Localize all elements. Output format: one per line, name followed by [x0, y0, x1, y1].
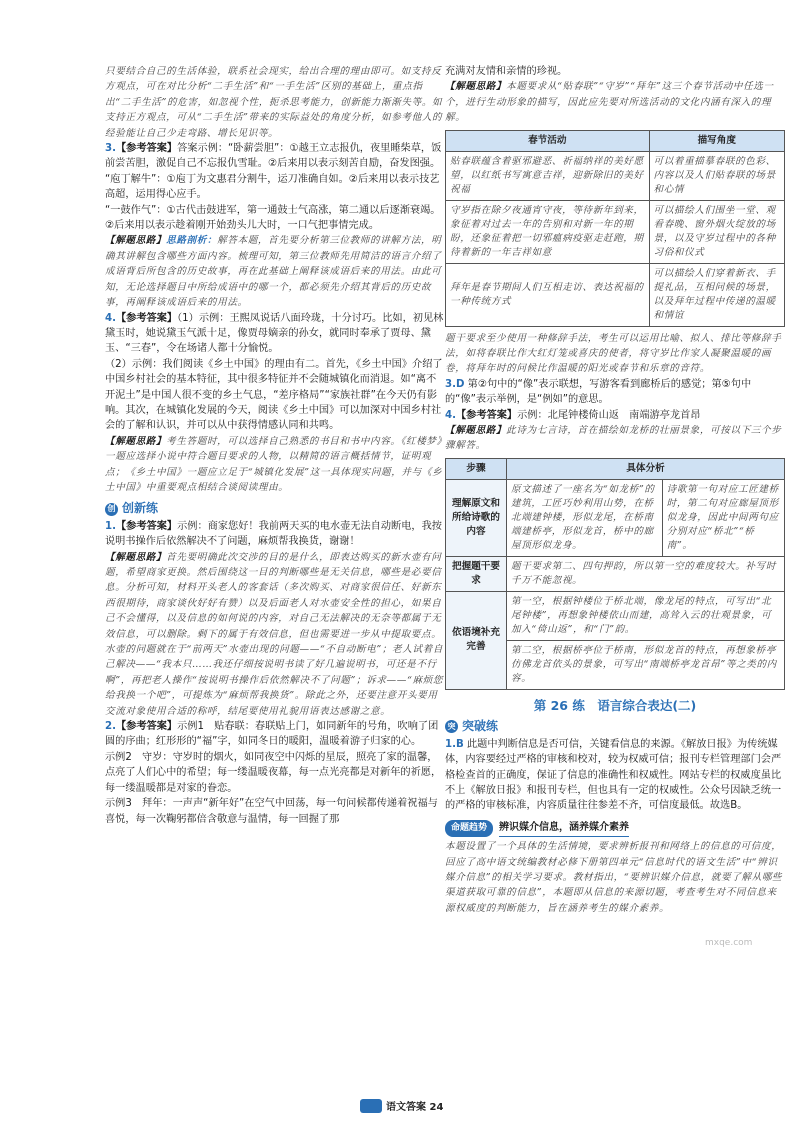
q3-tip-head: 【解题思路】: [105, 235, 167, 247]
s1-number: 1.B: [445, 738, 464, 750]
r-q4-answer-body: 示例：北尾钟楼倚山返 南端游亭龙首昂: [517, 409, 701, 421]
c2-answer: [105, 719, 445, 750]
c2-answer-head: 【参考答案】: [115, 721, 178, 733]
q4-answer-body: （1）示例：王熙凤说话八面玲珑，十分讨巧。比如，初见林黛玉时，她说黛玉气派十足，像贾母嫡亲的孙女，就同时奉承了贾母、黛玉、“三春”，令在场诸人都十分愉悦。: [105, 312, 444, 355]
innovation-section-header: [105, 501, 445, 516]
innovation-section-title: 创新练: [122, 501, 159, 516]
step-label: 理解原文和所给诗歌的内容: [446, 479, 507, 556]
c2-example-2: 示例2 守岁：守岁时的烟火，如同夜空中闪烁的星辰，照亮了家的温馨，点亮了人们心中的希望；每一缕温暖夜幕，每一点光亮都是对新年的祈愿，每一缕温暖都是对家的眷恋。: [105, 751, 442, 794]
table-cell: 第二空，根据桥亭位于桥南，形似龙首的特点，再想象桥亭仿佛龙首依头的景象，可写出“南端桥亭龙首昂”等之类的内容。: [507, 640, 785, 689]
table-row: [446, 556, 785, 591]
c1-tip-body: 首先要明确此次交涉的目的是什么，即表达购买的新水壶有问题，希望商家更换。然后围绕这一目的判断哪些是无关信息，哪些是必要信息。分析可知，材料开头老人的客套话（多次购买、对商家很信任、好新东西很期待，商家谈伙好好有赞）以及后面老人对水壶安全性的担心，如果自己不会懂得，以及信息的如何说的内容，对自己无法解决的无奈等都属于无效信息，可以删除。剩下的属于有效信息，但也需要进一步从中提取要点。水壶的问题就在于“前两天”水壶出现的问题——“不自动断电”；老人试着自己解决——“我本只……我还仔细按说明书读了好几遍说明书，可还是不行啊”，再把老人操作“按说明书操作后依然解决不了问题”；诉求——“麻烦您给我换一个吧”，可提炼为“麻烦帮我换货”。除此之外，还要注意开头要用交流对象使用合适的称呼，结尾要使用礼貌用语表达感谢之意。: [105, 551, 444, 717]
q3-answer-head: 【参考答案】: [115, 143, 178, 155]
innovation-icon: 创: [105, 503, 118, 516]
page-footer: [360, 1098, 443, 1113]
trend-body: 本题设置了一个具体的生活情境，要求辨析报刊和网络上的信息的可信度，回应了高中语文统编教材必修下册第四单元“信息时代的语文生活”中“辨识媒介信息”的相关学习要求。教材指出，“要辨识媒介信息，就要了解从哪些渠道获取可靠的信息”，本题即从信息的来源切题，考查考生对不同信息来源权威度的判断能力，旨在涵养考生的媒介素养。: [445, 841, 783, 914]
table-cell: 可以着重描摹春联的色彩、内容以及人们贴春联的场景和心情: [649, 151, 785, 200]
r-q4-answer-head: 【参考答案】: [455, 409, 518, 421]
c1-answer-head: 【参考答案】: [115, 520, 178, 532]
publisher-logo-icon: [360, 1099, 382, 1113]
table-row: [446, 263, 785, 326]
c2-number: 2.: [105, 721, 116, 733]
c1-tip: [105, 550, 445, 719]
table-row: [446, 200, 785, 263]
table-row: [446, 151, 785, 200]
q3-answer-body: 答案示例：“卧薪尝胆”：①越王立志报仇，夜里睡柴草，饭前尝苦胆，激促自己不忘报仇雪耻。②后来用以表示刻苦自励，奋发图强。: [105, 143, 442, 170]
c1-number: 1.: [105, 520, 116, 532]
steps-table-header: [446, 458, 785, 479]
left-paragraph-1: 只要结合自己的生活体验，联系社会现实，给出合理的理由即可。如支持反方观点，可在对比分析“二手生活”和“一手生活”区别的基础上，重点指出“二手生活”的危害，如忽视个性，扼杀思考能力，创新能力渐渐失等。如支持正方观点，可从“二手生活”带来的实际益处的角度分析，如参考他人的经验能让自己少走弯路、增长见识等。: [105, 66, 443, 139]
table-cell: 拜年是春节期间人们互相走访、表达祝福的一种传统方式: [446, 263, 650, 326]
table-cell: 贴春联蕴含着驱邪避恶、祈福纳祥的美好愿望，以红纸书写寓意吉祥，迎新除旧的美好祝福: [446, 151, 650, 200]
s1-answer: [445, 737, 785, 814]
right-paragraph-2: 题干要求至少使用一种修辞手法，考生可以运用比喻、拟人、排比等修辞手法，如将春联比作大红灯笼或喜庆的使者，将守岁比作家人凝聚温暖的画卷，将拜年时的问候比作温暖的阳光或春节和乐章的音符。: [445, 332, 782, 375]
trend-tag: [445, 820, 785, 837]
r-q3-answer: [445, 377, 785, 408]
table-cell: 题干要求第二、四句押韵，所以第一空的难度较大。补写时千万不能忽视。: [507, 556, 785, 591]
festival-table-header: [446, 130, 785, 151]
c1-answer: [105, 519, 445, 550]
steps-table: [445, 458, 785, 690]
steps-header-step: 步骤: [446, 458, 507, 479]
q4-tip-head: 【解题思路】: [105, 435, 167, 447]
table-cell: 可以描绘人们穿着新衣、手提礼品，互相问候的场景，以及拜年过程中传递的温暖和情谊: [649, 263, 785, 326]
festival-header-angle: 描写角度: [649, 130, 785, 151]
festival-table: [445, 130, 785, 327]
r-q4-tip: [445, 423, 785, 454]
step-label: 把握题干要求: [446, 556, 507, 591]
q3-answer: [105, 141, 445, 172]
festival-header-activity: 春节活动: [446, 130, 650, 151]
q4-tip-body: 考生答题时，可以选择自己熟悉的书目和书中内容。《红楼梦》一题应选择小说中符合题目要求的人物，以精简的语言概括情节，证明观点；《乡土中国》一题应立足于“城镇化发展”这一具体现实问题，并与《乡土中国》中重要观点相结合谈阅读理由。: [105, 435, 443, 493]
q4-tip: [105, 434, 445, 496]
steps-header-analysis: 具体分析: [507, 458, 785, 479]
step-label: 依语境补充完善: [446, 591, 507, 689]
q4-item-2: （2）示例：我们阅读《乡土中国》的理由有二。首先，《乡土中国》介绍了中国乡村社会的基本特征，其中很多特征并不会随城镇化而消退。如“离不开泥土”是中国人很不变的乡土气息，“差序格局”“家族社群”在今天仍有影响。其次，在城镇化发展的今天，阅读《乡土中国》可以加深对中国乡村社会的了解和认识，并可以从中获得情感认同和共鸣。: [105, 358, 443, 432]
right-tip-head: 【解题思路】: [445, 81, 507, 93]
right-paragraph-1: 充满对友情和亲情的珍视。: [445, 66, 568, 77]
q4-number: 4.: [105, 312, 116, 324]
trend-tag-title: 辨识媒介信息，涵养媒介素养: [499, 820, 629, 836]
left-column: [105, 64, 445, 827]
r-q4-number: 4.: [445, 409, 456, 421]
s1-body: 此题中判断信息是否可信，关键看信息的来源。《解放日报》为传统媒体，内容要经过严格的审核和校对，较为权威可信；报刊专栏管理部门会严格检查首的正确度，保证了信息的准确性和权威性。网站专栏的权威度虽比不上《解放日报》和报刊专栏，但也具有一定的权威性。公众号因缺乏统一的严格的审核标准，内容质量往往参差不齐，可信度最低。故选B。: [445, 738, 782, 812]
r-q4-answer: [445, 408, 785, 423]
q3-tip-body: 解答本题，首先要分析第三位教师的讲解方法，明确其讲解包含哪些方面内容。梳理可知，第三位教师先用简洁的语言介绍了成语背后所包含的历史故事，再在此基础上阐释该成语后来的用法。由此可知，无论选择题目中所给成语中的哪一个，都必须先介绍其背后的历史故事，再阐释该成语后来的用法。: [105, 235, 442, 309]
c1-tip-head: 【解题思路】: [105, 551, 167, 563]
q3-item-3: “一鼓作气”：①古代击鼓进军，第一通鼓士气高涨，第二通以后逐渐衰竭。②后来用以表示趁着刚开始劲头儿大时，一口气把事情完成。: [105, 204, 441, 232]
q3-tip-label: 思路剖析：: [166, 235, 218, 247]
table-row: [446, 479, 785, 556]
watermark: mxqe.com: [705, 938, 753, 948]
q3-number: 3.: [105, 143, 116, 155]
breakthrough-section-header: [445, 719, 785, 734]
r-q3-body: 第②句中的“像”表示联想，写游客看到廊桥后的感觉；第⑤句中的“像”表示举例，是“例如”的意思。: [445, 378, 752, 406]
breakthrough-icon: 突: [445, 720, 458, 733]
table-cell: 可以描绘人们围坐一堂、观看春晚、窗外烟火绽放的场景，以及守岁过程中的各种习俗和仪式: [649, 200, 785, 263]
table-cell: 诗歌第一句对应工匠建桥时，第二句对应廊屋顶形似龙身，因此中间两句应分别对应“桥北”“桥南”。: [662, 479, 784, 556]
q4-answer: [105, 311, 445, 357]
trend-tag-label: 命题趋势: [445, 820, 493, 837]
footer-page-label: 语文答案 24: [386, 1102, 444, 1113]
right-tip-body: 本题要求从“贴春联”“守岁”“拜年”这三个春节活动中任选一个，进行生动形象的描写，因此应先要对所选活动的文化内涵有深入的理解。: [445, 81, 774, 124]
c2-example-1: 示例1 贴春联：春联贴上门，如同新年的号角，吹响了团圆的序曲；红形形的“福”字，如同冬日的暖阳，温暖着游子归家的心。: [105, 721, 439, 748]
right-column: [445, 64, 785, 916]
c1-answer-body: 示例：商家您好！我前两天买的电水壶无法自动断电，我按说明书操作后依然解决不了问题，麻烦帮我换货，谢谢！: [105, 520, 442, 548]
q4-answer-head: 【参考答案】: [115, 312, 178, 324]
r-q3-number: 3.D: [445, 378, 465, 390]
c2-example-3: 示例3 拜年：一声声“新年好”在空气中回荡，每一句问候都传递着祝福与喜悦，每一次鞠躬都倍含敬意与温情，每一回握了那: [105, 798, 438, 825]
table-cell: 第一空，根据钟楼位于桥北端，像龙尾的特点，可写出“北尾钟楼”，再想象钟楼依山而建，高耸入云的壮观景象，可加入“倚山返”，和“门”韵。: [507, 591, 785, 640]
lesson-title: 第 26 练 语言综合表达(二): [533, 697, 697, 713]
r-q4-tip-body: 此诗为七言诗，首在描绘如龙桥的壮丽景象，可按以下三个步骤解答。: [445, 425, 782, 452]
right-tip: [445, 79, 785, 125]
q3-tip: [105, 233, 445, 310]
table-cell: 守岁指在除夕夜通宵守夜，等待新年到来，象征着对过去一年的告别和对新一年的期盼，还象征着把一切邪瘟病疫驱走赶跑，期待着新的一年吉祥如意: [446, 200, 650, 263]
breakthrough-section-title: 突破练: [462, 719, 499, 734]
r-q4-tip-head: 【解题思路】: [445, 425, 507, 437]
q3-item-2: “庖丁解牛”：①庖丁为文惠君分割牛，运刀准确自如。②后来用以表示技艺高超，运用得心应手。: [105, 173, 440, 201]
table-cell: 原文描述了一座名为“如龙桥”的建筑，工匠巧妙利用山势，在桥北端建钟楼，形似龙尾，在桥南端建桥亭，形似龙首，桥中的廊屋顶形似龙身。: [507, 479, 663, 556]
table-row: [446, 591, 785, 640]
